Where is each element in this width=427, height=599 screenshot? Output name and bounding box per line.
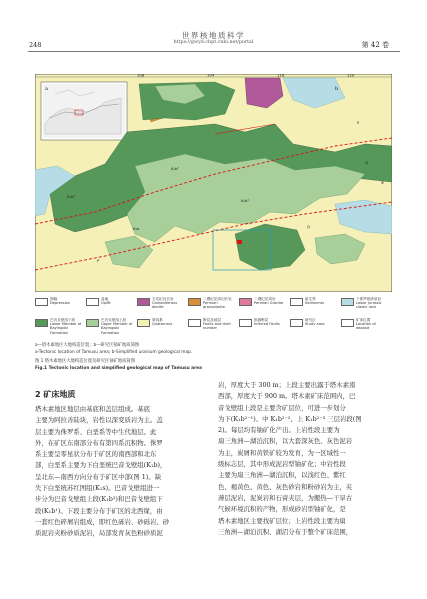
volume-label: 第 42 卷: [361, 41, 389, 49]
legend-label-7: 巴音戈壁组下段 Lower Member of Bayingobi Formation: [50, 318, 82, 335]
legend-swatch-10: [188, 319, 201, 327]
text-line: 步分为巴音戈壁组上段(K₁b²)和巴音戈壁组下: [35, 495, 163, 504]
svg-text:116: 116: [277, 74, 285, 78]
svg-text:Ψ: Ψ: [381, 180, 384, 185]
journal-url[interactable]: https://gwyd.cbpt.cnki.net/portal: [173, 40, 254, 45]
legend-label-5: 新生界 Sediments: [305, 297, 325, 306]
legend-label-2: 石炭纪闪长岩 Carboniferous diorite: [152, 297, 178, 310]
text-line: 级标志层，其中形成泥岩型铀矿化；中岩性段: [218, 460, 346, 469]
text-line: 塔木素地区主要找矿层位；上岩性段主要为扇: [218, 516, 346, 525]
caption-fig-cn: 图 1 塔木素地区大地构造位置及研究区铀矿地质简图: [35, 359, 135, 364]
svg-text:K₂b³: K₂b³: [67, 194, 75, 199]
caption-fig-en: Fig.1 Tectonic location and simplified geological map of Tamusu area: [35, 366, 202, 371]
text-line: 为主，炭屑和黄铁矿较为发育，为一区域性一: [218, 448, 346, 457]
text-line: 呈北东—南西方向分布于矿区中部(图 1)。缺: [35, 472, 162, 481]
inset-panel-a: [41, 82, 127, 140]
journal-title: 世界核地质科学: [182, 31, 245, 40]
text-line: 西部，厚度大于 900 m。塔木素矿床范围内，巴: [218, 392, 356, 401]
legend-swatch-4: [239, 298, 252, 306]
text-line: 塔木素地区地层由基底和盖层组成。基底: [35, 405, 151, 413]
text-line: 为下(K₁b²⁻¹)、中 K₁b²⁻²、上 K₁b²⁻³ 三层岩段(图: [218, 414, 362, 423]
legend-swatch-9: [137, 319, 150, 327]
caption-sub-en: a-Tectonic location of Tamusu area; b-Simplified uranium geological map.: [35, 350, 193, 355]
svg-text:K₂b: K₂b: [133, 226, 140, 231]
svg-text:104: 104: [207, 74, 215, 78]
text-line: 2)。每层均有铀矿化产出。上岩性段主要为: [218, 426, 340, 435]
legend-swatch-12: [290, 319, 303, 327]
header-divider: [28, 51, 400, 52]
svg-text:P: P: [97, 258, 100, 263]
caption-sub-cn: a—塔木素地区大地构造位置；b—研究区铀矿地质简图: [35, 343, 140, 348]
geological-map-svg: [35, 74, 392, 292]
legend-swatch-1: [86, 298, 99, 306]
legend-swatch-5: [290, 298, 303, 306]
text-line: 层主要为侏罗系、白垩系等中生代地层。此: [35, 427, 157, 436]
legend-swatch-8: [86, 319, 99, 327]
legend-label-6: 下侏罗统砂质岩 Lower Jurassic clastic rock: [356, 297, 382, 310]
svg-text:K₂b¹: K₂b¹: [241, 198, 249, 203]
text-line: 音戈壁组上段是主要含矿层位，可进一步划分: [218, 403, 346, 412]
panel-b-label: b: [335, 86, 339, 92]
legend-label-8: 巴音戈壁组上段 Upper Member of Bayingobi Formation: [101, 318, 133, 335]
text-line: 扇三角洲—湖泊沉积，以大套深灰色、灰色泥岩: [218, 437, 353, 446]
legend-label-10: 断层及地层 Faults and their number: [203, 318, 231, 331]
legend-label-11: 推测断层 Inferred Faults: [254, 318, 280, 327]
text-line: 三角洲—湖泊沉积、湖沼分布于整个矿床范围，: [218, 527, 353, 536]
text-line: 系主要呈零星状分布于矿区的南西部和北东: [35, 450, 157, 459]
geological-map-figure: [35, 74, 392, 292]
text-line: 一套红色碎屑岩组成，即红色砾岩、砂砾岩、砂: [35, 517, 170, 526]
legend-swatch-3: [188, 298, 201, 306]
svg-text:108: 108: [137, 74, 145, 78]
svg-text:Q: Q: [365, 160, 368, 165]
svg-text:120: 120: [347, 74, 355, 78]
legend-swatch-7: [35, 319, 48, 327]
legend-swatch-11: [239, 319, 252, 327]
right-column-text: [218, 380, 393, 538]
left-column-text: [35, 404, 209, 540]
text-line: 主要为扇三角洲—湖泊沉积，以浅红色、紫红: [218, 471, 346, 480]
text-line: 部，白垩系主要为下白垩统巴音戈壁组(K₁b)，: [35, 461, 167, 470]
text-line: 质泥岩夹粉砂质泥岩，局部发育灰色粉砂质泥: [35, 529, 163, 538]
text-line: 薄层泥岩，泥炭岩和石膏夹层，为搬热—干旱古: [218, 493, 353, 502]
legend-label-12: 研究区 Study area: [305, 318, 325, 327]
panel-a-label: a: [45, 86, 48, 92]
legend-swatch-0: [35, 298, 48, 306]
text-line: 段(K₁b¹)。下段主要分布于矿区的北西缘，由: [35, 506, 163, 515]
legend-label-4: 二叠纪花岗岩 Permian Granite: [254, 297, 284, 306]
text-line: 失下白垩统苏红图组(K₁s)。巴音戈壁组进一: [35, 484, 160, 493]
text-line: 色、褐黄色、黄色、灰色砂岩和粉砂岩为主，夹: [218, 482, 353, 491]
legend-swatch-13: [341, 319, 354, 327]
deposit-marker: [237, 240, 242, 244]
map-legend: [35, 296, 392, 338]
svg-text:E: E: [357, 120, 360, 125]
text-line: 气候环境沉积的产物，形成砂岩型铀矿化，是: [218, 505, 346, 514]
legend-label-9: 第四系 Quaternary: [152, 318, 173, 327]
svg-text:Q: Q: [307, 224, 310, 229]
text-line: 主要为阿拉善陆块，岩性以深变质岩为主。盖: [35, 416, 163, 425]
text-line: 外，在矿区东南部分布有第四系沉积物。侏罗: [35, 438, 163, 447]
text-line: 岩，厚度大于 300 m；上段主要出露于塔木素南: [218, 381, 356, 389]
legend-label-3: 二叠纪花岗闪长岩 Permian granodiorite: [203, 297, 232, 310]
legend-swatch-6: [341, 298, 354, 306]
legend-swatch-2: [137, 298, 150, 306]
legend-label-0: 图幅 Depression: [50, 297, 71, 306]
legend-label-1: 盆地 Uplift: [101, 297, 111, 306]
section-title: 2 矿床地质: [35, 390, 76, 399]
svg-text:K₂b²: K₂b²: [171, 166, 179, 171]
page-number: 248: [29, 41, 42, 49]
legend-label-13: 矿床位置 Location of deposit: [356, 318, 376, 331]
